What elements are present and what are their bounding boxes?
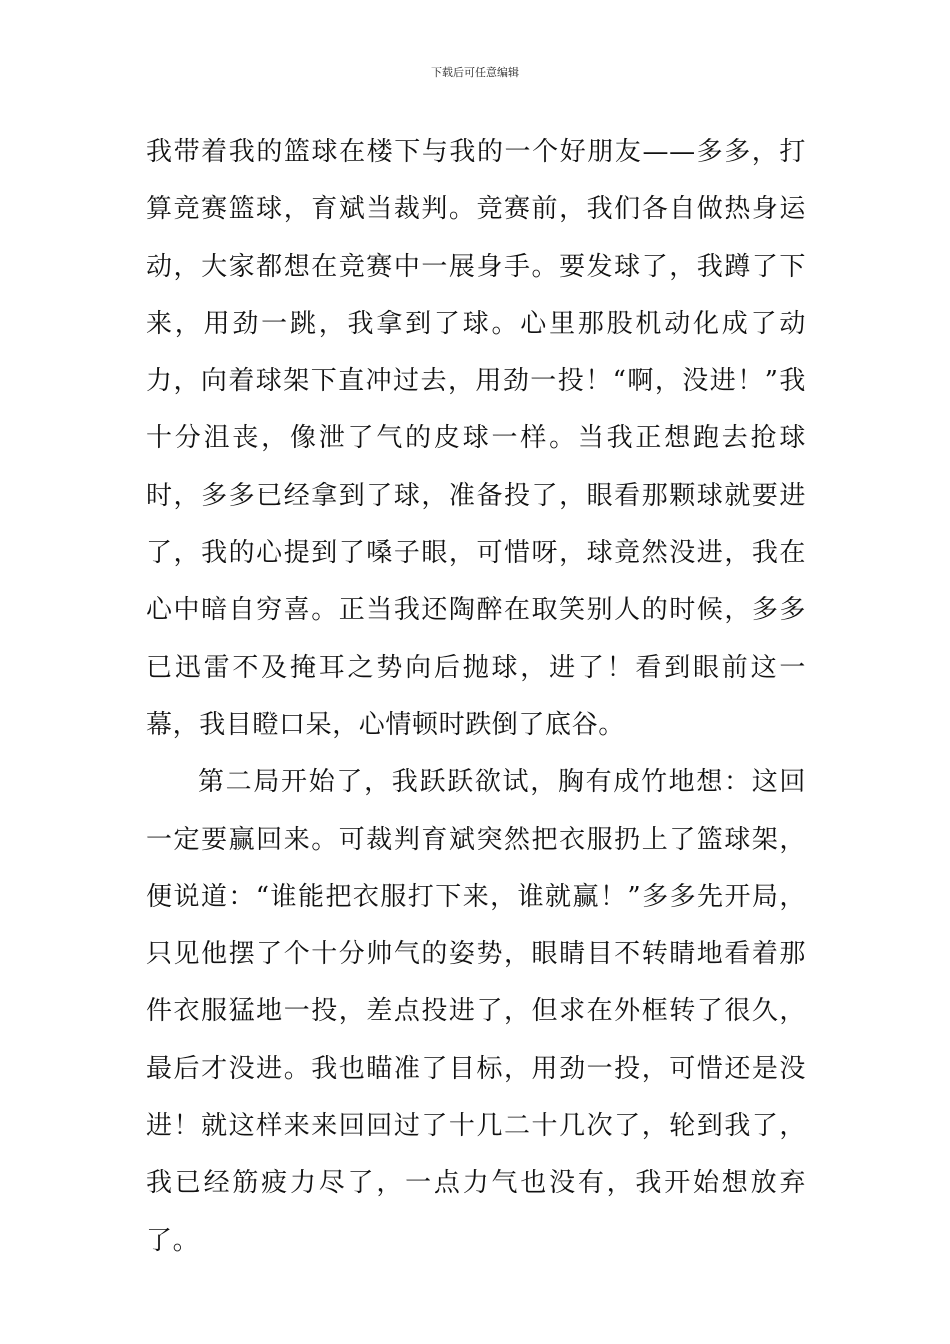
- paragraph-2: 第二局开始了，我跃跃欲试，胸有成竹地想：这回一定要赢回来。可裁判育斌突然把衣服扔上了篮球架，便说道：“谁能把衣服打下来，谁就赢！”多多先开局，只见他摆了个十分帅气的姿势，眼睛目不转睛地看着那件衣服猛地一投，差点投进了，但求在外框转了很久，最后才没进。我也瞄准了目标，用劲一投，可惜还是没进！就这样来来回回过了十几二十几次了，轮到我了，我已经筋疲力尽了，一点力气也没有，我开始想放弃了。: [146, 767, 806, 1256]
- paragraph-1: 我带着我的篮球在楼下与我的一个好朋友——多多，打算竞赛篮球，育斌当裁判。竞赛前，我们各自做热身运动，大家都想在竞赛中一展身手。要发球了，我蹲了下来，用劲一跳，我拿到了球。心里那股机动化成了动力，向着球架下直冲过去，用劲一投！“啊，没进！”我十分沮丧，像泄了气的皮球一样。当我正想跑去抢球时，多多已经拿到了球，准备投了，眼看那颗球就要进了，我的心提到了嗓子眼，可惜呀，球竟然没进，我在心中暗自穷喜。正当我还陶醉在取笑别人的时候，多多已迅雷不及掩耳之势向后抛球，进了！看到眼前这一幕，我目瞪口呆，心情顿时跌倒了底谷。: [146, 137, 806, 740]
- document-body: [146, 124, 806, 1270]
- page-header: 下载后可任意编辑: [431, 66, 519, 79]
